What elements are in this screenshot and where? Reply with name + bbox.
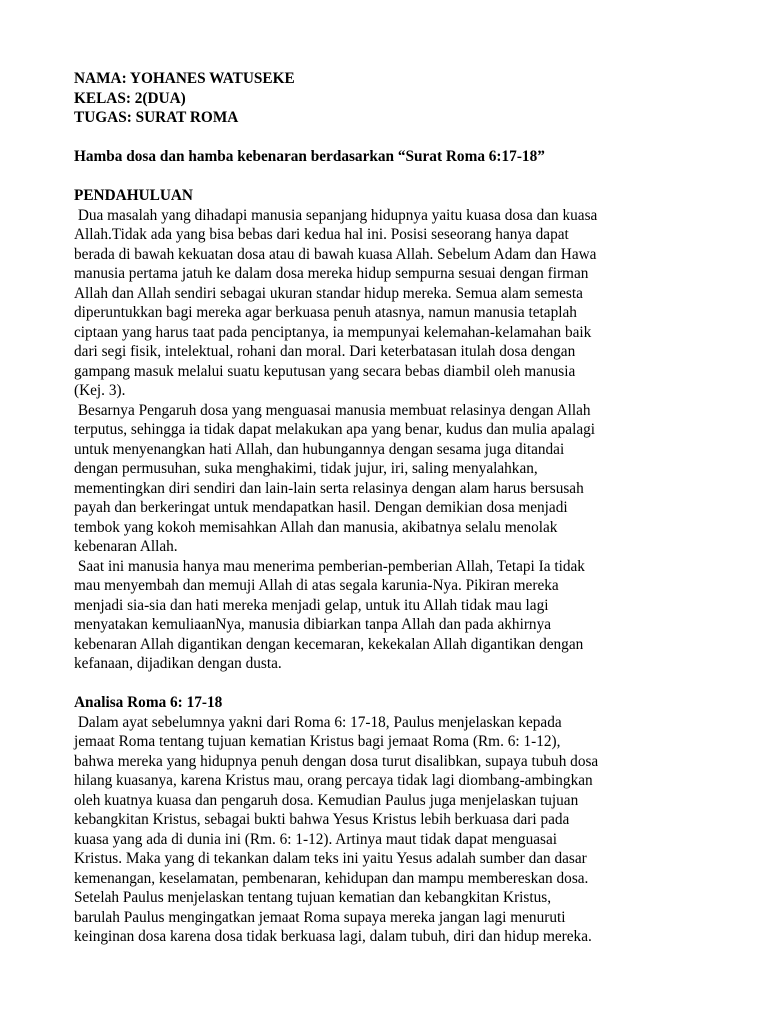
- paragraph-line: kuasa yang ada di dunia ini (Rm. 6: 1-12). Artinya maut tidak dapat menguasai: [74, 830, 558, 848]
- paragraph-line: Allah.Tidak ada yang bisa bebas dari kedua hal ini. Posisi seseorang hanya dapat: [74, 226, 569, 243]
- header-block: [74, 69, 724, 128]
- paragraph-line: oleh kuatnya kuasa dan pengaruh dosa. Kemudian Paulus juga menjelaskan tujuan: [74, 791, 579, 809]
- paragraph-line: manusia pertama jatuh ke dalam dosa mereka hidup sempurna sesuai dengan firman: [74, 265, 589, 282]
- document-page: [74, 69, 724, 947]
- paragraph-line: jemaat Roma tentang tujuan kematian Kristus bagi jemaat Roma (Rm. 6: 1-12),: [74, 733, 561, 750]
- section-heading: PENDAHULUAN: [74, 187, 193, 204]
- section-heading: Analisa Roma 6: 17-18: [74, 694, 223, 711]
- paragraph-line: barulah Paulus mengingatkan jemaat Roma supaya mereka jangan lagi menuruti: [74, 908, 566, 926]
- paragraph-line: keinginan dosa karena dosa tidak berkuasa lagi, dalam tubuh, diri dan hidup mereka.: [74, 928, 592, 945]
- paragraph-line: (Kej. 3).: [74, 382, 126, 399]
- paragraph-line: kemenangan, keselamatan, pembenaran, kehidupan dan mampu membereskan dosa.: [74, 869, 589, 887]
- section: [74, 693, 724, 947]
- paragraph-line: ciptaan yang harus taat pada penciptanya, ia mempunyai kelemahan-kelamahan baik: [74, 323, 592, 341]
- paragraph-line: dari segi fisik, intelektual, rohani dan moral. Dari keterbatasan itulah dosa dengan: [74, 343, 576, 360]
- paragraph-line: kebenaran Allah.: [74, 538, 178, 555]
- spacer: [74, 167, 724, 187]
- paragraph-line: bahwa mereka yang hidupnya penuh dengan dosa turut disalibkan, supaya tubuh dosa: [74, 752, 599, 770]
- paragraph-line: mementingkan diri sendiri dan lain-lain serta relasinya dengan alam harus bersusah: [74, 479, 584, 497]
- paragraph: [74, 401, 724, 557]
- paragraph-line: kefanaan, dijadikan dengan dusta.: [74, 655, 282, 672]
- paragraph-line: untuk menyenangkan hati Allah, dan hubungannya dengan sesama juga ditandai: [74, 440, 565, 458]
- paragraph-line: dengan permusuhan, suka menghakimi, tidak jujur, iri, saling menyalahkan,: [74, 460, 538, 477]
- paragraph-line: kebenaran Allah digantikan dengan kecemaran, kekekalan Allah digantikan dengan: [74, 635, 584, 653]
- paragraph-line: Dalam ayat sebelumnya yakni dari Roma 6: 17-18, Paulus menjelaskan kepada: [74, 713, 562, 731]
- paragraph-line: tembok yang kokoh memisahkan Allah dan manusia, akibatnya selalu menolak: [74, 518, 558, 536]
- paragraph-line: Besarnya Pengaruh dosa yang menguasai manusia membuat relasinya dengan Allah: [74, 401, 591, 419]
- paragraph-line: berada di bawah kekuatan dosa atau di bawah kuasa Allah. Sebelum Adam dan Hawa: [74, 245, 597, 263]
- student-name: NAMA: YOHANES WATUSEKE: [74, 70, 295, 87]
- paragraph-line: hilang kuasanya, karena Kristus mau, orang percaya tidak lagi diombang-ambingkan: [74, 772, 593, 789]
- paragraph-line: menjadi sia-sia dan hati mereka menjadi gelap, untuk itu Allah tidak mau lagi: [74, 596, 549, 614]
- section: [74, 186, 724, 674]
- spacer: [74, 674, 724, 694]
- spacer: [74, 128, 724, 148]
- paragraph-line: Dua masalah yang dihadapi manusia sepanjang hidupnya yaitu kuasa dosa dan kuasa: [74, 206, 598, 224]
- paragraph-line: Setelah Paulus menjelaskan tentang tujuan kematian dan kebangkitan Kristus,: [74, 889, 552, 906]
- document-title: Hamba dosa dan hamba kebenaran berdasarkan “Surat Roma 6:17-18”: [74, 148, 545, 165]
- paragraph-line: Saat ini manusia hanya mau menerima pemberian-pemberian Allah, Tetapi Ia tidak: [74, 557, 585, 575]
- paragraph-line: Kristus. Maka yang di tekankan dalam teks ini yaitu Yesus adalah sumber dan dasar: [74, 850, 587, 867]
- paragraph: [74, 713, 724, 947]
- paragraph-line: menyatakan kemuliaanNya, manusia dibiarkan tanpa Allah dan pada akhirnya: [74, 616, 552, 633]
- paragraph: [74, 557, 724, 674]
- paragraph-line: mau menyembah dan memuji Allah di atas segala karunia-Nya. Pikiran mereka: [74, 577, 559, 594]
- paragraph-line: gampang masuk melalui suatu keputusan yang secara bebas diambil oleh manusia: [74, 362, 576, 380]
- paragraph-line: kebangkitan Kristus, sebagai bukti bahwa Yesus Kristus lebih berkuasa dari pada: [74, 811, 570, 828]
- document-body: [74, 186, 724, 947]
- paragraph-line: diperuntukkan bagi mereka agar berkuasa penuh atasnya, namun manusia tetaplah: [74, 304, 577, 321]
- assignment-topic: TUGAS: SURAT ROMA: [74, 109, 239, 126]
- student-class: KELAS: 2(DUA): [74, 89, 186, 107]
- paragraph-line: Allah dan Allah sendiri sebagai ukuran standar hidup mereka. Semua alam semesta: [74, 284, 583, 302]
- paragraph-line: terputus, sehingga ia tidak dapat melakukan apa yang benar, kudus dan mulia apalagi: [74, 421, 596, 438]
- paragraph-line: payah dan berkeringat untuk mendapatkan hasil. Dengan demikian dosa menjadi: [74, 499, 568, 516]
- paragraph: [74, 206, 724, 401]
